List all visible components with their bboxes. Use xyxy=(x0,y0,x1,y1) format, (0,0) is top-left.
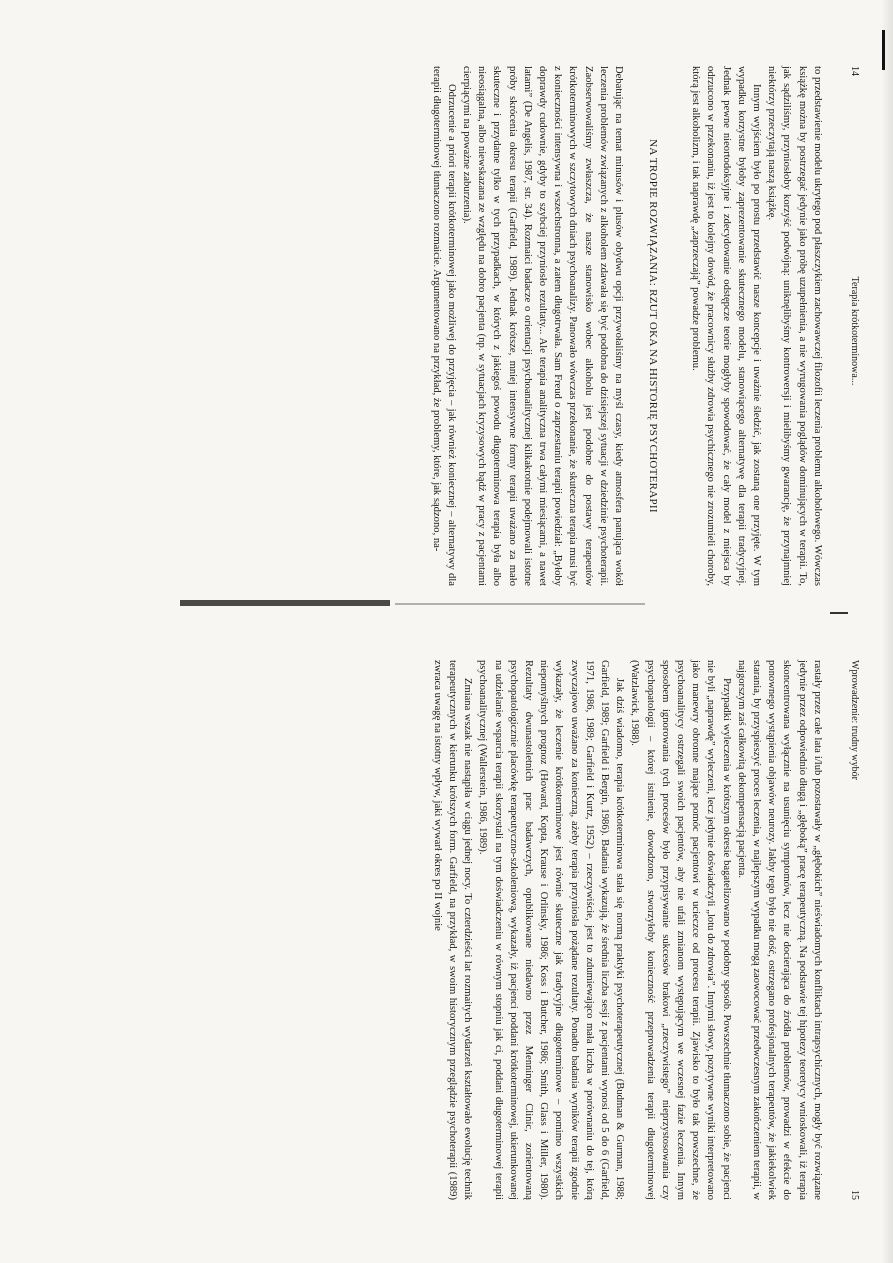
paragraph: to przedstawienie modelu ukrytego pod płaszczykiem zachowawczej filozofii leczenia problemu alkoholowego. Wówczas książkę można by postrzegać jedynie jako próbę uzupełnienia, a nie wyrugowania poglądów dominujących w terapii. To, jak sądziliśmy, przyniosłoby korzyść podwójną: uniknęlibyśmy kontrowersji i mielibyśmy gwarancję, że przynajmniej niektórzy przeczytają naszą książkę. xyxy=(766,66,823,586)
scan-mark xyxy=(882,30,885,70)
book-gutter xyxy=(180,600,390,606)
paragraph: Debatując na temat minusów i plusów obydwu opcji przywołaliśmy na myśl czasy, kiedy atmosfera panująca wokół leczenia problemów związanych z alkoholem zdawała się być podobna do dzisiejszej sytuacji w dziedzinie psychoterapii. Zaobserwowaliśmy zwłaszcza, że nasze stanowisko wobec alkoholu jest podobne do postawy terapeutów krótkoterminowych w szczytowych dniach psychoanalizy. Panowało wówczas przekonanie, że skuteczna terapia musi być z konieczności intensywna i wszechstronna, a zatem długotrwała. Sam Freud o zaprzestaniu terapii powiedział: „Byłoby doprawdy cudownie, gdyby to szybciej przyniosło rezultaty... Ale terapia analityczna trwa całymi miesiącami, a nawet latami” (De Angelis, 1987, str. 34). Rozmaici badacze o orientacji psychoanalitycznej kilkakrotnie podejmowali istotne próby skrócenia okresu terapii (Garfield, 1989). Jednak krótsze, mniej intensywne formy terapii uważano za mało skuteczne i przydatne tylko w tych przypadkach, w których z jakiegoś powodu długoterminowa terapia była albo nieosiągalna, albo niewskazana ze względu na dobro pacjenta (np. w sytuacjach kryzysowych bądź w pracy z pacjentami cierpiącymi na poważne zaburzenia). xyxy=(460,66,624,586)
left-page xyxy=(428,66,862,586)
right-page xyxy=(430,660,862,1200)
paragraph: Odrzucenie a priori terapii krótkoterminowej jako możliwej do przyjęcia – jak również koniecznej – alternatywy dla terapii długoterminowej tłumaczono rozmaicie. Argumentowano na przykład, że problemy, które, jak sądzono, na- xyxy=(430,66,457,586)
right-running-title: Wprowadzenie: trudny wybór xyxy=(849,660,860,780)
right-running-head xyxy=(847,660,862,1200)
right-page-number: 15 xyxy=(849,1190,860,1200)
scan-edge-shadow xyxy=(881,0,893,1263)
paragraph: Zmiana wszak nie nastąpiła w ciągu jednej nocy. To czterdzieści lat rozmaitych wydarzeń kształtowało ewolucję technik terapeutycznych w kierunku krótszych form. Garfield, na przykład, w swoim historycznym przeglądzie psychoterapii (1989) zwraca uwagę na istotny wpływ, jaki wywarł okres po II wojnie xyxy=(431,660,474,1200)
left-running-title: Terapia krótkoterminowa... xyxy=(849,276,860,386)
paragraph: rastały przez całe lata i/lub pozostawały w „głębokich” nieświadomych konfliktach intrapsychicznych, mogły być rozwiązane jedynie przez odpowiednio długą i „głęboką” pracę terapeutyczną. Na podstawie tej hipotezy teoretycy wnioskowali, iż terapia skoncentrowana wyłącznie na usunięciu symptomów, lecz nie docierająca do źródła problemów, prowadzi w efekcie do ponownego wystąpienia objawów neurozy. Jakby tego było nie dość, ostrzegano profesjonalnych terapeutów, że jakiekolwiek starania, by przyspieszyć proces leczenia, w najlepszym wypadku mogą zaowocować przedwczesnym zakończeniem terapii, w najgorszym zaś całkowitą dekompensacją pacjenta. xyxy=(735,660,823,1200)
left-page-number: 14 xyxy=(849,66,860,76)
scan-mark xyxy=(830,612,848,614)
book-gutter-line xyxy=(395,603,645,605)
paragraph: Jak dziś wiadomo, terapia krótkoterminowa stała się normą praktyki psychoterapeutycznej (Budman & Gurman, 1988; Garfield, 1989; Garfield i Bergin, 1986). Badania wykazują, że średnia liczba sesji z pacjentami wynosi od 5 do 6 (Garfield, 1971, 1986, 1989; Garfield i Kurtz, 1952) – rzeczywiście, jest to zdumiewająco mała liczba w porównaniu do tej, którą zwyczajowo uważano za konieczną, ażeby terapia przyniosła pożądane rezultaty. Ponadto badania wyników terapii zgodnie wykazały, że leczenie krótkoterminowe jest równie skuteczne jak tradycyjne długoterminowe – pomimo wszystkich niepomyślnych prognoz (Howard, Kopta, Krause i Orlinsky, 1986; Koss i Butcher, 1986; Smith, Glass i Miller, 1980). Rezultaty dwunastoletnich prac badawczych, opublikowane niedawno przez Menninger Clinic, zorientowaną psychopatologicznie placówkę terapeutyczno-szkoleniową, wykazały, iż pacjenci poddani krótkoterminowej, ukierunkowanej na udzielanie wsparcia terapii skorzystali na tym doświadczeniu w równym stopniu jak ci, poddani długoterminowej terapii psychoanalitycznej (Wallerstein, 1986, 1989). xyxy=(477,660,626,1200)
section-heading: NA TROPIE ROZWIĄZANIA: RZUT OKA NA HISTORIĘ PSYCHOTERAPII xyxy=(646,139,659,513)
left-running-head xyxy=(847,66,862,586)
paragraph: Innym wyjściem było po prostu przedstawić nasze koncepcje i uważnie śledzić, jak zostaną one przyjęte. W tym wypadku korzystne byłoby zaprezentowanie skutecznego modelu, stanowiącego alternatywę dla terapii tradycyjnej. Jednak pewne nieortodoksyjne i zdecydowanie odstępcze teorie mogłyby spowodować, że cały model z miejsca by odrzucono w przekonaniu, iż jest to kolejny dowód, że pracownicy służby zdrowia psychicznego nie zrozumieli choroby, którą jest alkoholizm, i tak naprawdę „zaprzeczają” powadze problemu. xyxy=(690,66,762,586)
paragraph: Przypadki wyleczenia w krótszym okresie bagatelizowano w podobny sposób. Powszechnie tłumaczono sobie, że pacjenci nie byli „naprawdę” wyleczeni, lecz jedynie doświadczyli „lotu do zdrowia”. Innymi słowy, pozytywne wyniki interpretowano jako manewry obronne mające pomóc pacjentowi w ucieczce od procesu terapii. Zjawisko to było tak powszechne, że psychoanalitycy ostrzegali swoich pacjentów, aby nie ufali zmianom występującym we wczesnej fazie leczenia. Innym sposobem ignorowania tych procesów było przypisywanie sukcesów brakowi „rzeczywistego” nieprzystosowania czy psychopatologii – której istnienie, dowodzono, stworzyłoby konieczność przeprowadzenia terapii długoterminowej (Watzlawick, 1988). xyxy=(629,660,732,1200)
